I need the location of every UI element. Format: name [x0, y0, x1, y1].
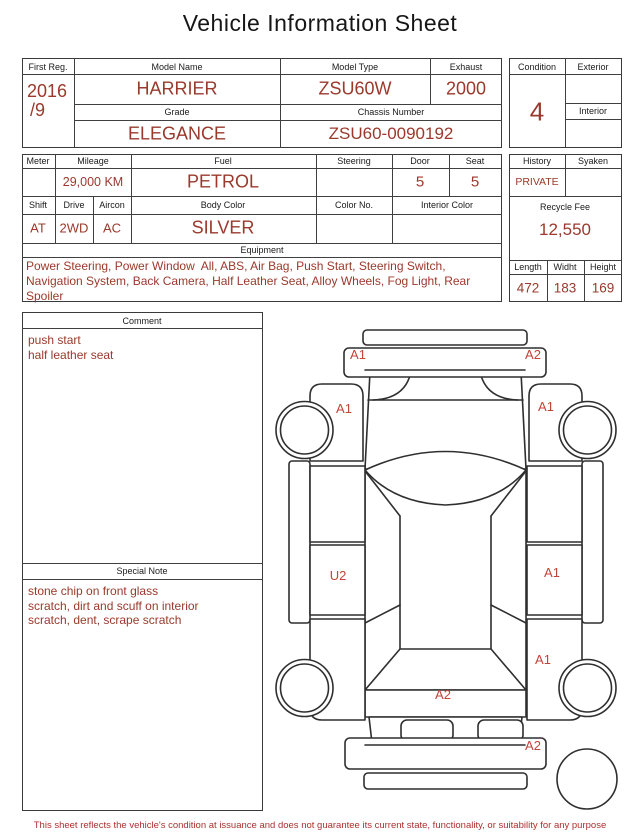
divider	[565, 119, 622, 120]
damage-mark-front-bumper-left: A1	[350, 347, 366, 362]
damage-mark-front-bumper-right: A2	[525, 347, 541, 362]
divider	[22, 196, 502, 197]
damage-mark-rear-door-right: A1	[544, 565, 560, 580]
divider	[509, 274, 622, 275]
model-name-label: Model Name	[151, 62, 203, 72]
damage-mark-trunk: A2	[435, 687, 451, 702]
damage-mark-front-fender-right: A1	[538, 399, 554, 414]
special-note-label: Special Note	[116, 566, 168, 576]
damage-mark-rear-quarter-right: A1	[535, 652, 551, 667]
grade-label: Grade	[164, 107, 190, 117]
divider	[55, 196, 56, 243]
divider	[392, 154, 393, 243]
condition-label: Condition	[517, 62, 557, 72]
seat-label: Seat	[465, 156, 485, 166]
divider	[316, 154, 317, 243]
first-reg-label: First Reg.	[28, 62, 68, 72]
condition-value: 4	[529, 96, 545, 127]
fuel-label: Fuel	[214, 156, 232, 166]
front-door-left	[310, 466, 365, 542]
exhaust-label: Exhaust	[449, 62, 483, 72]
damage-mark-rear-door-left: U2	[329, 568, 347, 583]
model-type-label: Model Type	[331, 62, 379, 72]
divider	[22, 168, 502, 169]
first-reg-value	[27, 82, 67, 120]
rear-bumper	[345, 738, 546, 769]
syaken-label: Syaken	[577, 156, 609, 166]
height-value: 169	[591, 280, 615, 296]
divider	[509, 74, 622, 75]
model-name-value: HARRIER	[136, 78, 218, 99]
history-label: History	[522, 156, 552, 166]
meter-label: Meter	[26, 156, 50, 166]
height-label: Height	[589, 262, 617, 272]
divider	[509, 196, 622, 197]
fuel-value: PETROL	[186, 171, 260, 192]
chassis-number-value: ZSU60-0090192	[328, 124, 454, 143]
steering-label: Steering	[337, 156, 371, 166]
divider	[509, 260, 622, 261]
divider	[280, 58, 281, 148]
divider	[565, 103, 622, 104]
special-note-line: scratch, dirt and scuff on interior	[28, 598, 199, 613]
divider	[22, 74, 502, 75]
divider	[131, 196, 132, 243]
divider	[22, 243, 502, 244]
interior-label: Interior	[578, 106, 608, 116]
front-door-right	[527, 466, 582, 542]
divider	[22, 579, 263, 580]
width-label: Widht	[553, 262, 577, 272]
divider	[430, 58, 431, 104]
left-sill	[289, 461, 310, 623]
divider	[22, 214, 502, 215]
door-label: Door	[410, 156, 430, 166]
door-value: 5	[415, 173, 425, 191]
history-value: PRIVATE	[515, 176, 559, 188]
roof-edges	[400, 516, 491, 649]
width-value: 183	[553, 280, 577, 296]
divider	[547, 260, 548, 302]
rear-wheel-left	[276, 660, 333, 717]
right-sill	[582, 461, 603, 623]
equipment-value: Power Steering, Power Window All, ABS, Air Bag, Push Start, Steering Switch, Navigation System, Back Camera, Half Leather Seat, Alloy Wheels, Fog Light, Rear Spoiler	[26, 259, 474, 303]
drive-value: 2WD	[59, 220, 89, 236]
aircon-value: AC	[102, 220, 122, 236]
divider	[131, 154, 132, 196]
special-note-line: stone chip on front glass	[28, 584, 159, 598]
divider	[565, 154, 566, 196]
pillar-cut-lines	[365, 605, 526, 623]
rear-window	[365, 649, 526, 690]
mileage-label: Mileage	[77, 156, 109, 166]
rear-wheel-right	[559, 660, 616, 717]
divider	[22, 328, 263, 329]
front-wheel-right	[559, 402, 616, 459]
interior-color-label: Interior Color	[420, 200, 474, 210]
front-wheel-left	[276, 402, 333, 459]
recycle-fee-value: 12,550	[539, 220, 591, 239]
special-note-line: scratch, dent, scrape scratch	[28, 613, 182, 627]
shift-label: Shift	[28, 200, 48, 210]
car-damage-diagram	[270, 305, 640, 835]
exterior-label: Exterior	[577, 62, 609, 72]
comment-line: half leather seat	[28, 347, 114, 362]
length-value: 472	[516, 280, 540, 296]
divider	[22, 563, 263, 564]
first-reg-month: /9	[30, 100, 46, 120]
comment-line: push start	[28, 333, 81, 347]
equipment-label: Equipment	[240, 245, 284, 255]
divider	[74, 58, 75, 148]
comment-label: Comment	[122, 316, 162, 326]
spare-tire	[557, 749, 617, 809]
page-title: Vehicle Information Sheet	[182, 10, 458, 36]
model-type-value: ZSU60W	[318, 78, 392, 99]
front-bumper-top-strip	[363, 330, 527, 345]
body-color-value: SILVER	[191, 217, 255, 238]
rear-door-right	[527, 545, 582, 615]
chassis-number-label: Chassis Number	[357, 107, 425, 117]
body-color-label: Body Color	[200, 200, 246, 210]
divider	[22, 257, 502, 258]
disclaimer-text: This sheet reflects the vehicle's condition at issuance and does not guarantee its current state, functionality, or suitability for any purpose	[33, 820, 607, 831]
aircon-label: Aircon	[99, 200, 125, 210]
length-label: Length	[514, 262, 542, 272]
comment-box	[22, 312, 263, 811]
exhaust-value: 2000	[445, 78, 487, 99]
drive-label: Drive	[63, 200, 85, 210]
color-no-label: Color No.	[334, 200, 374, 210]
damage-mark-rear-bumper-right: A2	[525, 738, 541, 753]
divider	[74, 104, 502, 105]
divider	[93, 196, 94, 243]
damage-mark-front-fender-left: A1	[336, 401, 352, 416]
grade-value: ELEGANCE	[127, 123, 227, 144]
divider	[584, 260, 585, 302]
divider	[449, 154, 450, 196]
recycle-fee-label: Recycle Fee	[539, 202, 591, 212]
divider	[74, 120, 502, 121]
mileage-value: 29,000 KM	[62, 175, 124, 189]
divider	[55, 154, 56, 196]
special-note-text	[28, 584, 199, 628]
comment-text	[28, 333, 113, 362]
rear-bumper-bottom-strip	[364, 773, 527, 789]
seat-value: 5	[470, 173, 480, 191]
shift-value: AT	[30, 220, 46, 236]
first-reg-year: 2016	[27, 81, 68, 101]
front-bumper	[344, 348, 546, 377]
